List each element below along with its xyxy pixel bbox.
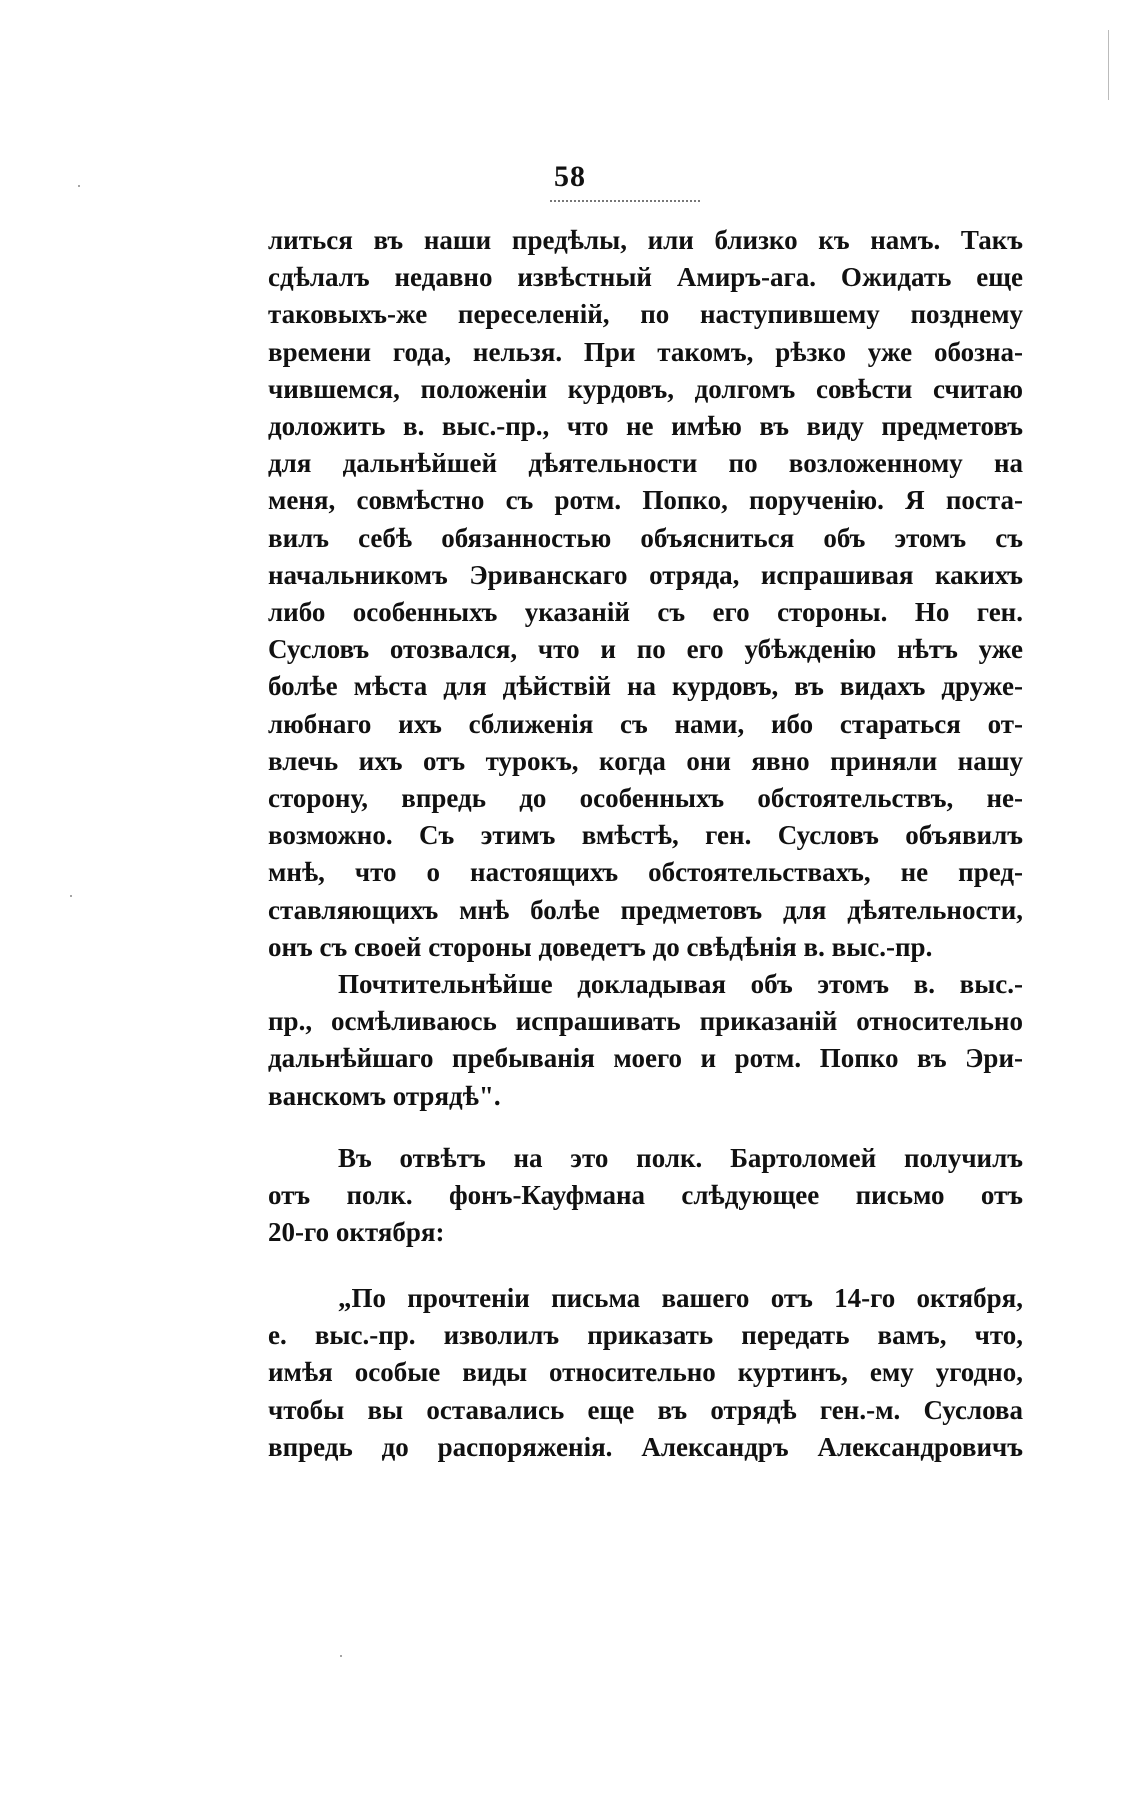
text-line: для дальнѣйшей дѣятельности по возложенному на [268,448,1023,479]
page-edge-mark [1108,30,1109,100]
paragraph-reply-intro [268,1140,1023,1252]
text-line: любнаго ихъ сближенія съ нами, ибо стараться от- [268,708,1023,739]
text-line: ванскомъ отрядѣ". [268,1080,501,1111]
scan-speck [70,895,72,897]
text-line: чтобы вы оставались еще въ отрядѣ ген.-м. Суслова [268,1394,1023,1425]
page-number: 58 [554,160,586,193]
text-line: болѣе мѣста для дѣйствій на курдовъ, въ видахъ друже- [268,671,1023,702]
text-line: е. выс.-пр. изволилъ приказать передать вамъ, что, [268,1320,1023,1351]
text-line: начальникомъ Эриванскаго отряда, испрашивая какихъ [268,559,1023,590]
text-line: онъ съ своей стороны доведетъ до свѣдѣнія в. выс.-пр. [268,931,933,962]
text-line: таковыхъ-же переселеній, по наступившему позднему [268,299,1023,330]
text-line: сторону, впредь до особенныхъ обстоятельствъ, не- [268,783,1023,814]
text-line: Сусловъ отозвался, что и по его убѣжденію нѣтъ уже [268,634,1023,665]
text-line: влечь ихъ отъ турокъ, когда они явно приняли нашу [268,745,1023,776]
text-line: впредь до распоряженія. Александръ Александровичъ [268,1431,1023,1462]
text-line: возможно. Съ этимъ вмѣстѣ, ген. Сусловъ объявилъ [268,820,1023,851]
text-line: меня, совмѣстно съ ротм. Попко, порученію. Я поста- [268,485,1023,516]
text-line: чившемся, положеніи курдовъ, долгомъ совѣсти считаю [268,373,1023,404]
text-line: отъ полк. фонъ-Кауфмана слѣдующее письмо отъ [268,1180,1023,1211]
paragraph-letter-continuation [268,222,1023,1115]
text-line: либо особенныхъ указаній съ его стороны. Но ген. [268,597,1023,628]
text-line: литься въ наши предѣлы, или близко къ намъ. Такъ [268,225,1023,255]
text-line: ставляющихъ мнѣ болѣе предметовъ для дѣятельности, [268,894,1023,925]
text-line: пр., осмѣливаюсь испрашивать приказаній относительно [268,1006,1023,1037]
page-number-ornament [550,194,700,202]
scan-speck [340,1655,342,1657]
text-line: доложить в. выс.-пр., что не имѣю въ виду предметовъ [268,411,1023,442]
text-line: Почтительнѣйше докладывая объ этомъ в. выс.- [338,969,1023,1000]
text-line: времени года, нельзя. При такомъ, рѣзко уже обозна- [268,336,1023,367]
text-line: Въ отвѣтъ на это полк. Бартоломей получилъ [338,1143,1023,1173]
text-line: сдѣлалъ недавно извѣстный Амиръ-ага. Ожидать еще [268,262,1023,293]
text-line: имѣя особые виды относительно куртинъ, ему угодно, [268,1357,1023,1388]
text-line: мнѣ, что о настоящихъ обстоятельствахъ, не пред- [268,857,1023,888]
text-line: вилъ себѣ обязанностью объясниться объ этомъ съ [268,522,1023,553]
text-line: „По прочтеніи письма вашего отъ 14-го октября, [338,1283,1023,1313]
text-line: дальнѣйшаго пребыванія моего и ротм. Попко въ Эри- [268,1043,1023,1074]
text-line: 20-го октября: [268,1217,445,1248]
paragraph-reply-letter [268,1280,1023,1466]
